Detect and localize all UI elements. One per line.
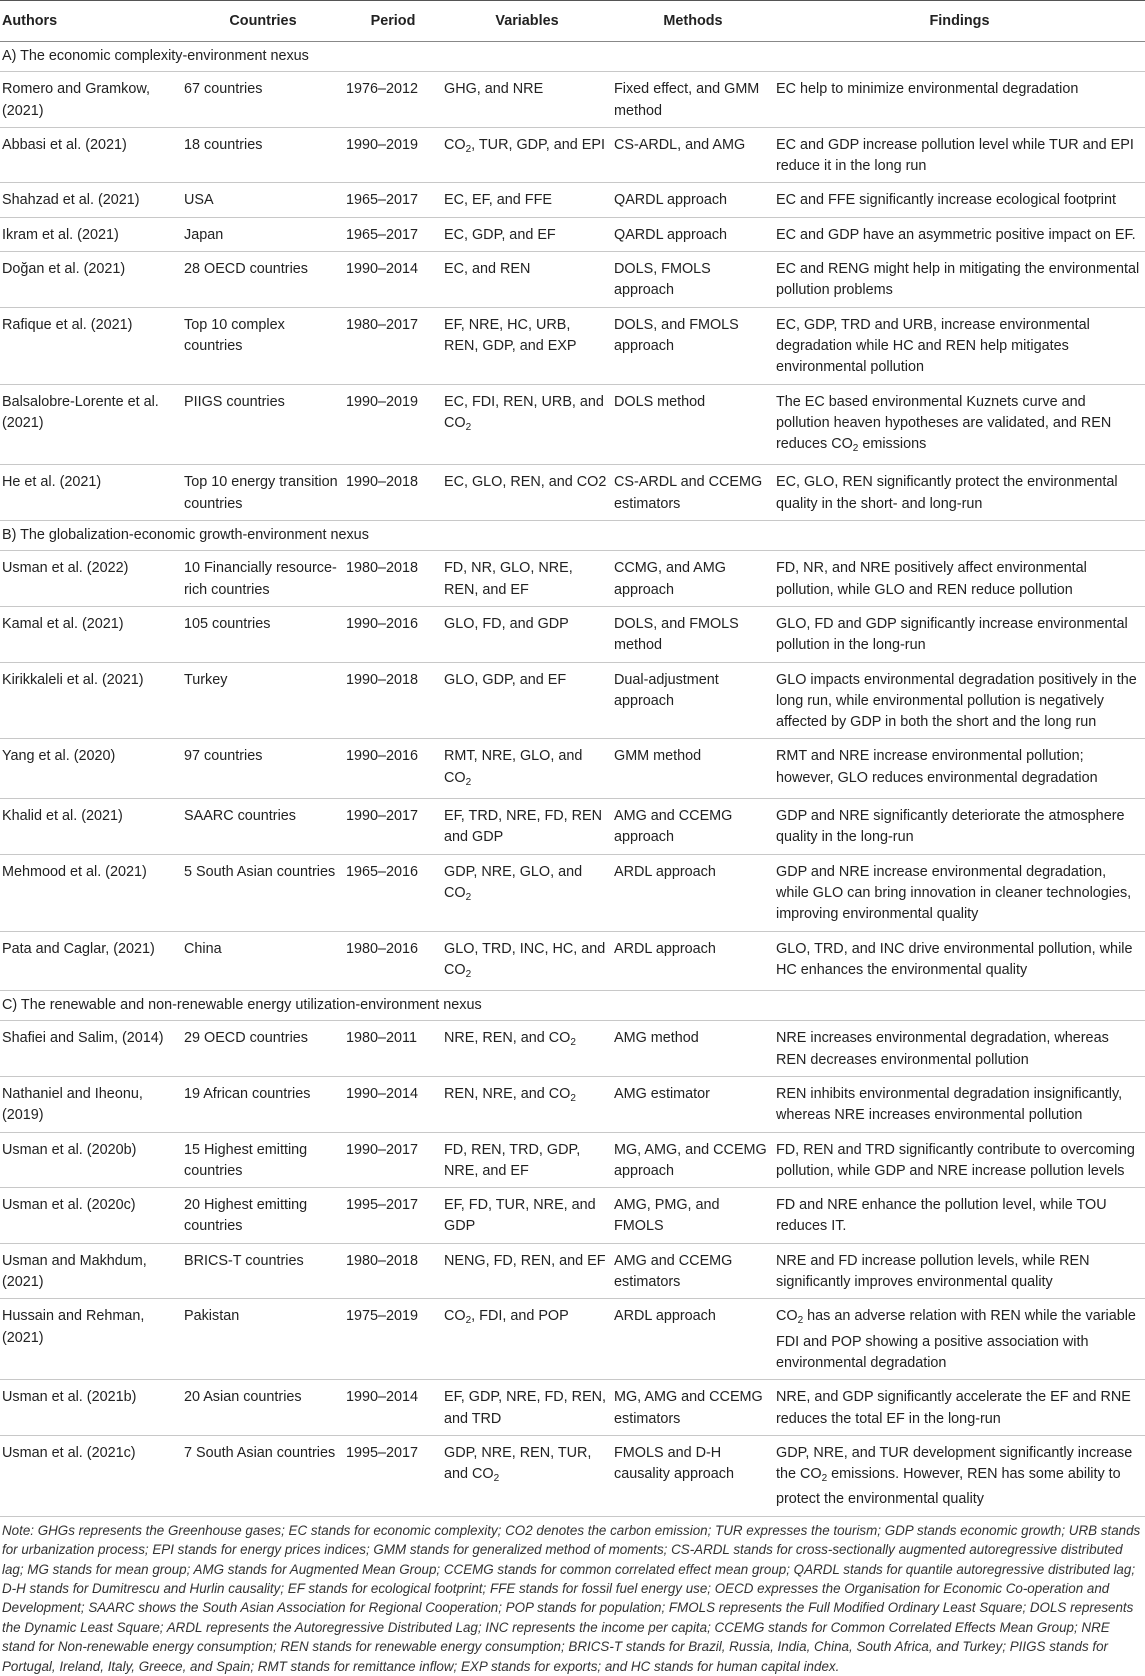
cell-countries: 67 countries	[182, 72, 344, 128]
cell-authors: Usman et al. (2022)	[0, 551, 182, 607]
cell-countries: 5 South Asian countries	[182, 854, 344, 931]
cell-findings: GDP and NRE increase environmental degradation, while GLO can bring innovation in cleaner technologies, improving environmental quality	[774, 854, 1145, 931]
cell-findings: The EC based environmental Kuznets curve and pollution heaven hypotheses are validated, and REN reduces $CO_2$ emissions	[774, 384, 1145, 465]
cell-period: 1990–2017	[344, 1132, 442, 1188]
cell-authors: Kamal et al. (2021)	[0, 606, 182, 662]
table-row	[0, 217, 1145, 251]
cell-variables: GDP, NRE, GLO, and $CO_2$	[442, 854, 612, 931]
table-row	[0, 662, 1145, 739]
cell-methods: ARDL approach	[612, 854, 774, 931]
cell-countries: Turkey	[182, 662, 344, 739]
cell-methods: ARDL approach	[612, 1299, 774, 1380]
cell-variables: GLO, TRD, INC, HC, and $CO_2$	[442, 931, 612, 991]
cell-authors: Shahzad et al. (2021)	[0, 183, 182, 217]
cell-variables: EC, EF, and FFE	[442, 183, 612, 217]
table-row	[0, 551, 1145, 607]
header-period: Period	[344, 1, 442, 42]
cell-period: 1995–2017	[344, 1435, 442, 1516]
section-title: A) The economic complexity-environment nexus	[0, 42, 1145, 72]
cell-period: 1990–2017	[344, 799, 442, 855]
cell-findings: GDP and NRE significantly deteriorate the atmosphere quality in the long-run	[774, 799, 1145, 855]
cell-authors: Pata and Caglar, (2021)	[0, 931, 182, 991]
cell-findings: RMT and NRE increase environmental pollution; however, GLO reduces environmental degradation	[774, 739, 1145, 799]
cell-countries: 105 countries	[182, 606, 344, 662]
cell-findings: EC, GDP, TRD and URB, increase environmental degradation while HC and REN help mitigates environmental pollution	[774, 307, 1145, 384]
cell-findings: FD, NR, and NRE positively affect environmental pollution, while GLO and REN reduce pollution	[774, 551, 1145, 607]
table-row	[0, 931, 1145, 991]
cell-authors: Balsalobre-Lorente et al. (2021)	[0, 384, 182, 465]
cell-period: 1980–2011	[344, 1021, 442, 1077]
cell-findings: GDP, NRE, and TUR development significantly increase the $CO_2$ emissions. However, REN has some ability to protect the environmental quality	[774, 1435, 1145, 1516]
cell-period: 1990–2019	[344, 384, 442, 465]
table-row	[0, 1243, 1145, 1299]
cell-countries: 15 Highest emitting countries	[182, 1132, 344, 1188]
cell-variables: FD, REN, TRD, GDP, NRE, and EF	[442, 1132, 612, 1188]
cell-variables: EC, GLO, REN, and CO2	[442, 465, 612, 521]
cell-methods: MG, AMG, and CCEMG approach	[612, 1132, 774, 1188]
cell-countries: BRICS-T countries	[182, 1243, 344, 1299]
cell-countries: USA	[182, 183, 344, 217]
table-header	[0, 1, 1145, 42]
cell-findings: REN inhibits environmental degradation insignificantly, whereas NRE increases environmental pollution	[774, 1076, 1145, 1132]
cell-methods: GMM method	[612, 739, 774, 799]
table-row	[0, 1021, 1145, 1077]
cell-authors: Usman et al. (2021b)	[0, 1380, 182, 1436]
header-authors: Authors	[0, 1, 182, 42]
cell-findings: FD and NRE enhance the pollution level, while TOU reduces IT.	[774, 1188, 1145, 1244]
cell-period: 1980–2018	[344, 551, 442, 607]
table-row	[0, 252, 1145, 308]
cell-methods: DOLS, and FMOLS approach	[612, 307, 774, 384]
cell-authors: Usman et al. (2020c)	[0, 1188, 182, 1244]
cell-variables: GLO, FD, and GDP	[442, 606, 612, 662]
cell-authors: Khalid et al. (2021)	[0, 799, 182, 855]
cell-methods: AMG and CCEMG estimators	[612, 1243, 774, 1299]
cell-variables: EC, and REN	[442, 252, 612, 308]
cell-findings: NRE increases environmental degradation, whereas REN decreases environmental pollution	[774, 1021, 1145, 1077]
cell-findings: EC, GLO, REN significantly protect the environmental quality in the short- and long-run	[774, 465, 1145, 521]
cell-variables: EF, NRE, HC, URB, REN, GDP, and EXP	[442, 307, 612, 384]
section-row	[0, 521, 1145, 551]
cell-findings: EC and FFE significantly increase ecological footprint	[774, 183, 1145, 217]
cell-methods: AMG, PMG, and FMOLS	[612, 1188, 774, 1244]
cell-countries: 20 Asian countries	[182, 1380, 344, 1436]
cell-period: 1980–2016	[344, 931, 442, 991]
cell-countries: Top 10 energy transition countries	[182, 465, 344, 521]
cell-period: 1980–2017	[344, 307, 442, 384]
table-row	[0, 307, 1145, 384]
cell-authors: Shafiei and Salim, (2014)	[0, 1021, 182, 1077]
cell-period: 1990–2016	[344, 606, 442, 662]
cell-countries: PIIGS countries	[182, 384, 344, 465]
cell-period: 1990–2018	[344, 662, 442, 739]
cell-methods: CS-ARDL and CCEMG estimators	[612, 465, 774, 521]
cell-findings: EC help to minimize environmental degradation	[774, 72, 1145, 128]
cell-period: 1975–2019	[344, 1299, 442, 1380]
cell-variables: EC, FDI, REN, URB, and $CO_2$	[442, 384, 612, 465]
cell-period: 1990–2014	[344, 252, 442, 308]
cell-period: 1965–2016	[344, 854, 442, 931]
cell-countries: China	[182, 931, 344, 991]
cell-methods: FMOLS and D-H causality approach	[612, 1435, 774, 1516]
cell-findings: GLO, TRD, and INC drive environmental pollution, while HC enhances the environmental quality	[774, 931, 1145, 991]
cell-authors: Yang et al. (2020)	[0, 739, 182, 799]
cell-countries: 28 OECD countries	[182, 252, 344, 308]
cell-findings: EC and GDP have an asymmetric positive impact on EF.	[774, 217, 1145, 251]
cell-countries: 29 OECD countries	[182, 1021, 344, 1077]
table-row	[0, 1299, 1145, 1380]
cell-period: 1976–2012	[344, 72, 442, 128]
cell-authors: He et al. (2021)	[0, 465, 182, 521]
cell-period: 1965–2017	[344, 183, 442, 217]
cell-methods: AMG estimator	[612, 1076, 774, 1132]
cell-methods: QARDL approach	[612, 183, 774, 217]
cell-methods: AMG and CCEMG approach	[612, 799, 774, 855]
cell-methods: DOLS, FMOLS approach	[612, 252, 774, 308]
cell-countries: 7 South Asian countries	[182, 1435, 344, 1516]
cell-findings: GLO, FD and GDP significantly increase environmental pollution in the long-run	[774, 606, 1145, 662]
cell-methods: CCMG, and AMG approach	[612, 551, 774, 607]
cell-variables: NRE, REN, and $CO_2$	[442, 1021, 612, 1077]
cell-methods: ARDL approach	[612, 931, 774, 991]
cell-variables: $CO_2$, TUR, GDP, and EPI	[442, 127, 612, 183]
cell-methods: Dual-adjustment approach	[612, 662, 774, 739]
section-row	[0, 42, 1145, 72]
cell-period: 1990–2014	[344, 1076, 442, 1132]
cell-countries: 10 Financially resource-rich countries	[182, 551, 344, 607]
table-row	[0, 854, 1145, 931]
cell-period: 1990–2016	[344, 739, 442, 799]
cell-countries: 20 Highest emitting countries	[182, 1188, 344, 1244]
header-countries: Countries	[182, 1, 344, 42]
cell-authors: Mehmood et al. (2021)	[0, 854, 182, 931]
cell-variables: EF, GDP, NRE, FD, REN, and TRD	[442, 1380, 612, 1436]
cell-methods: DOLS method	[612, 384, 774, 465]
section-title: B) The globalization-economic growth-environment nexus	[0, 521, 1145, 551]
cell-findings: GLO impacts environmental degradation positively in the long run, while environmental pollution is negatively affected by GDP in both the short and the long run	[774, 662, 1145, 739]
table-row	[0, 72, 1145, 128]
table-row	[0, 1435, 1145, 1516]
cell-period: 1995–2017	[344, 1188, 442, 1244]
cell-period: 1990–2019	[344, 127, 442, 183]
cell-countries: 18 countries	[182, 127, 344, 183]
table-row	[0, 1188, 1145, 1244]
cell-period: 1990–2018	[344, 465, 442, 521]
cell-countries: Top 10 complex countries	[182, 307, 344, 384]
cell-methods: Fixed effect, and GMM method	[612, 72, 774, 128]
cell-variables: EF, FD, TUR, NRE, and GDP	[442, 1188, 612, 1244]
cell-methods: MG, AMG and CCEMG estimators	[612, 1380, 774, 1436]
cell-authors: Romero and Gramkow, (2021)	[0, 72, 182, 128]
cell-variables: GDP, NRE, REN, TUR, and $CO_2$	[442, 1435, 612, 1516]
table-body	[0, 42, 1145, 1517]
cell-countries: Pakistan	[182, 1299, 344, 1380]
cell-period: 1980–2018	[344, 1243, 442, 1299]
table-row	[0, 1076, 1145, 1132]
cell-authors: Kirikkaleli et al. (2021)	[0, 662, 182, 739]
cell-findings: $CO_2$ has an adverse relation with REN while the variable FDI and POP showing a positive association with environmental degradation	[774, 1299, 1145, 1380]
section-row	[0, 991, 1145, 1021]
header-methods: Methods	[612, 1, 774, 42]
cell-authors: Usman et al. (2020b)	[0, 1132, 182, 1188]
cell-countries: 19 African countries	[182, 1076, 344, 1132]
cell-variables: NENG, FD, REN, and EF	[442, 1243, 612, 1299]
cell-findings: FD, REN and TRD significantly contribute to overcoming pollution, while GDP and NRE increase pollution levels	[774, 1132, 1145, 1188]
cell-variables: EF, TRD, NRE, FD, REN and GDP	[442, 799, 612, 855]
table-row	[0, 183, 1145, 217]
cell-authors: Usman et al. (2021c)	[0, 1435, 182, 1516]
cell-findings: EC and GDP increase pollution level while TUR and EPI reduce it in the long run	[774, 127, 1145, 183]
cell-period: 1990–2014	[344, 1380, 442, 1436]
table-footnote: Note: GHGs represents the Greenhouse gases; EC stands for economic complexity; CO2 denotes the carbon emission; TUR expresses the tourism; GDP stands economic growth; URB stands for urbanization process; EPI stands for energy prices indices; GMM stands for generalized method of moments; CS-ARDL stands for cross-sectionally augmented autoregressive distributed lag; MG stands for mean group; AMG stands for Augmented Mean Group; CCEMG stands for common correlated effect mean group; QARDL stands for quantile autoregressive distributed lag; D-H stands for Dumitrescu and Hurlin causality; EF stands for ecological footprint; FFE stands for fossil fuel energy use; OECD expresses the Organisation for Economic Co-operation and Development; SAARC shows the South Asian Association for Regional Cooperation; POP stands for population; FMOLS represents the Full Modified Ordinary Least Square; DOLS represents the Dynamic Least Square; ARDL represents the Autoregressive Distributed Lag; INC represents the income per capita; CCEMG stands for Common Correlated Effects Mean Group; NRE stand for Non-renewable energy consumption; REN stands for renewable energy consumption; BRICS-T stands for Brazil, Russia, India, China, South Africa, and Turkey; PIIGS stands for Portugal, Ireland, Italy, Greece, and Spain; RMT stands for remittance inflow; EXP stands for exports; and HC stands for human capital index.	[2, 1522, 1141, 1674]
cell-variables: $CO_2$, FDI, and POP	[442, 1299, 612, 1380]
header-variables: Variables	[442, 1, 612, 42]
cell-findings: NRE, and GDP significantly accelerate the EF and RNE reduces the total EF in the long-run	[774, 1380, 1145, 1436]
cell-authors: Ikram et al. (2021)	[0, 217, 182, 251]
table-row	[0, 384, 1145, 465]
cell-methods: CS-ARDL, and AMG	[612, 127, 774, 183]
cell-variables: FD, NR, GLO, NRE, REN, and EF	[442, 551, 612, 607]
cell-authors: Usman and Makhdum, (2021)	[0, 1243, 182, 1299]
table-row	[0, 739, 1145, 799]
cell-authors: Doğan et al. (2021)	[0, 252, 182, 308]
cell-countries: 97 countries	[182, 739, 344, 799]
header-row	[0, 1, 1145, 42]
table-row	[0, 1132, 1145, 1188]
cell-variables: GHG, and NRE	[442, 72, 612, 128]
header-findings: Findings	[774, 1, 1145, 42]
cell-authors: Rafique et al. (2021)	[0, 307, 182, 384]
cell-methods: AMG method	[612, 1021, 774, 1077]
cell-countries: SAARC countries	[182, 799, 344, 855]
cell-variables: RMT, NRE, GLO, and $CO_2$	[442, 739, 612, 799]
cell-countries: Japan	[182, 217, 344, 251]
section-title: C) The renewable and non-renewable energy utilization-environment nexus	[0, 991, 1145, 1021]
table-row	[0, 606, 1145, 662]
cell-methods: QARDL approach	[612, 217, 774, 251]
table-row	[0, 465, 1145, 521]
cell-authors: Hussain and Rehman, (2021)	[0, 1299, 182, 1380]
cell-period: 1965–2017	[344, 217, 442, 251]
table-row	[0, 799, 1145, 855]
cell-authors: Nathaniel and Iheonu, (2019)	[0, 1076, 182, 1132]
cell-variables: REN, NRE, and $CO_2$	[442, 1076, 612, 1132]
cell-findings: NRE and FD increase pollution levels, while REN significantly improves environmental quality	[774, 1243, 1145, 1299]
cell-authors: Abbasi et al. (2021)	[0, 127, 182, 183]
cell-variables: GLO, GDP, and EF	[442, 662, 612, 739]
table-row	[0, 127, 1145, 183]
table-row	[0, 1380, 1145, 1436]
cell-findings: EC and RENG might help in mitigating the environmental pollution problems	[774, 252, 1145, 308]
cell-methods: DOLS, and FMOLS method	[612, 606, 774, 662]
cell-variables: EC, GDP, and EF	[442, 217, 612, 251]
